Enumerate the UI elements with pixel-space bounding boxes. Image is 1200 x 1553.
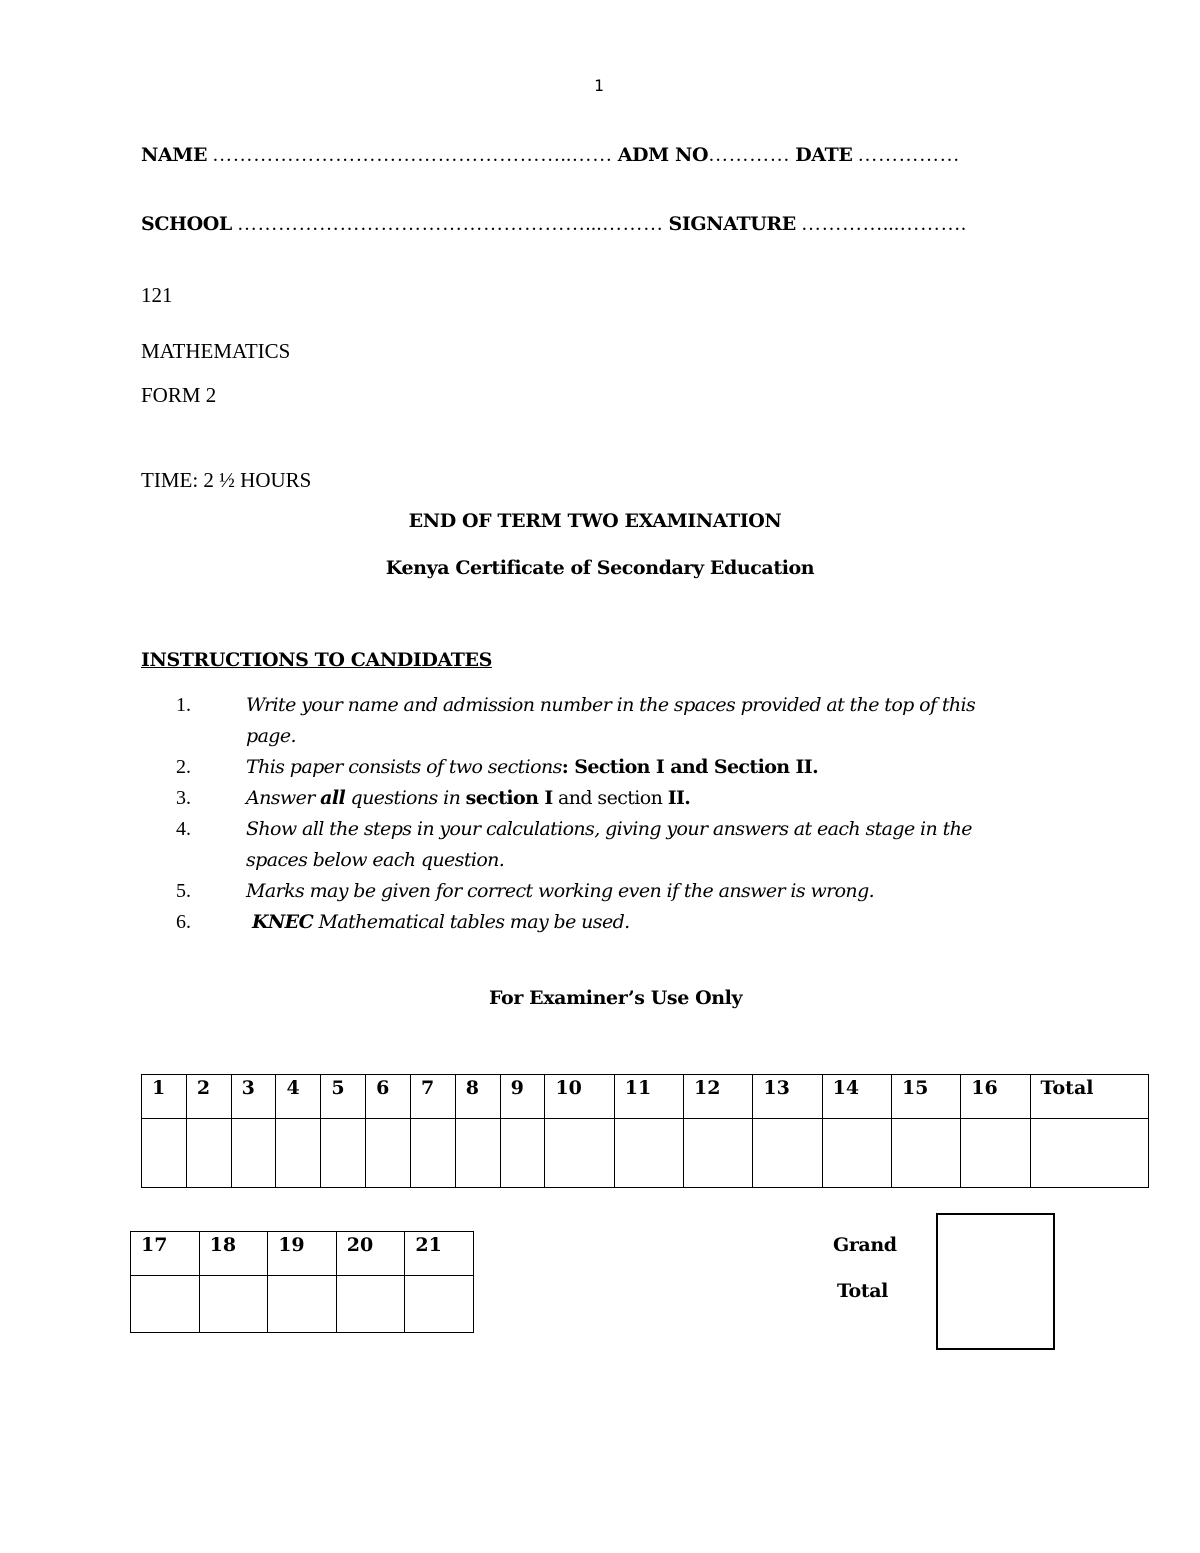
instructions-heading: INSTRUCTIONS TO CANDIDATES [141, 649, 492, 671]
grand-total-label-1: Grand [833, 1234, 897, 1256]
marks-entry-cell[interactable] [199, 1276, 268, 1333]
marks-entry-cell[interactable] [186, 1119, 231, 1188]
marks-entry-cell[interactable] [142, 1119, 187, 1188]
school-label: SCHOOL [141, 213, 232, 235]
marks-entry-cell[interactable] [891, 1119, 960, 1188]
date-field[interactable]: …………… [857, 144, 960, 166]
instruction-number: 3. [176, 787, 191, 809]
certificate-title: Kenya Certificate of Secondary Education [385, 557, 815, 579]
page-number: 1 [594, 76, 604, 95]
marks-header-cell: Total [1030, 1075, 1148, 1119]
marks-header-cell: 6 [366, 1075, 411, 1119]
name-field[interactable]: ……………………………………………..…… [212, 144, 613, 166]
paper-subject: MATHEMATICS [141, 339, 291, 363]
grand-total-label-2: Total [837, 1280, 888, 1302]
marks-header-cell: 17 [131, 1232, 200, 1276]
marks-header-cell: 2 [186, 1075, 231, 1119]
marks-header-cell: 21 [405, 1232, 474, 1276]
instruction-number: 6. [176, 911, 191, 933]
school-line [141, 213, 966, 236]
instruction-text: Show all the steps in your calculations, giving your answers at each stage in the spaces below each question. [246, 818, 972, 871]
instruction-number: 1. [176, 694, 191, 716]
instruction-number: 5. [176, 880, 191, 902]
paper-code: 121 [141, 283, 173, 307]
marks-header-cell: 13 [753, 1075, 822, 1119]
instruction-text: This paper consists of two sections: Section I and Section II. [246, 756, 819, 778]
marks-table-2 [130, 1231, 474, 1333]
marks-entry-cell[interactable] [131, 1276, 200, 1333]
marks-header-cell: 14 [822, 1075, 891, 1119]
date-label: DATE [795, 144, 853, 166]
marks-header-cell: 9 [500, 1075, 545, 1119]
marks-entry-cell[interactable] [500, 1119, 545, 1188]
marks-header-cell: 19 [268, 1232, 337, 1276]
marks-entry-cell[interactable] [753, 1119, 822, 1188]
marks-header-cell: 8 [455, 1075, 500, 1119]
name-label: NAME [141, 144, 208, 166]
instruction-text: Write your name and admission number in the spaces provided at the top of this page. [246, 694, 976, 747]
marks-entry-cell[interactable] [268, 1276, 337, 1333]
marks-header-cell: 5 [321, 1075, 366, 1119]
school-field[interactable]: ……………………………………………...……… [236, 213, 664, 235]
marks-entry-cell[interactable] [961, 1119, 1030, 1188]
instruction-text: Marks may be given for correct working even if the answer is wrong. [246, 880, 875, 902]
marks-header-cell: 11 [614, 1075, 683, 1119]
marks-entry-cell[interactable] [1030, 1119, 1148, 1188]
marks-entry-cell[interactable] [405, 1276, 474, 1333]
exam-title: END OF TERM TWO EXAMINATION [408, 510, 782, 532]
paper-time: TIME: 2 ½ HOURS [141, 468, 312, 492]
marks-header-cell: 7 [410, 1075, 455, 1119]
marks-entry-cell[interactable] [410, 1119, 455, 1188]
instruction-text: KNEC Mathematical tables may be used. [252, 911, 630, 933]
grand-total-box[interactable] [936, 1213, 1055, 1350]
marks-entry-cell[interactable] [684, 1119, 753, 1188]
marks-header-cell: 4 [276, 1075, 321, 1119]
marks-entry-cell[interactable] [276, 1119, 321, 1188]
name-line [141, 144, 960, 167]
signature-label: SIGNATURE [668, 213, 796, 235]
adm-no-field[interactable]: ………… [708, 144, 791, 166]
marks-header-cell: 20 [336, 1232, 405, 1276]
instruction-number: 2. [176, 756, 191, 778]
marks-entry-cell[interactable] [231, 1119, 276, 1188]
marks-header-cell: 15 [891, 1075, 960, 1119]
instruction-number: 4. [176, 818, 191, 840]
marks-entry-cell[interactable] [614, 1119, 683, 1188]
marks-header-cell: 16 [961, 1075, 1030, 1119]
examiner-heading: For Examiner’s Use Only [489, 987, 743, 1009]
marks-table-1 [141, 1074, 1149, 1188]
marks-header-cell: 10 [545, 1075, 614, 1119]
marks-entry-cell[interactable] [366, 1119, 411, 1188]
instruction-text: Answer all questions in section I and section II. [246, 787, 691, 809]
adm-no-label: ADM NO [617, 144, 709, 166]
marks-header-cell: 1 [142, 1075, 187, 1119]
paper-form: FORM 2 [141, 383, 217, 407]
marks-entry-cell[interactable] [545, 1119, 614, 1188]
marks-entry-cell[interactable] [321, 1119, 366, 1188]
marks-header-cell: 18 [199, 1232, 268, 1276]
marks-header-cell: 3 [231, 1075, 276, 1119]
marks-header-cell: 12 [684, 1075, 753, 1119]
marks-entry-cell[interactable] [455, 1119, 500, 1188]
signature-field[interactable]: …………...………. [800, 213, 967, 235]
marks-entry-cell[interactable] [822, 1119, 891, 1188]
marks-entry-cell[interactable] [336, 1276, 405, 1333]
